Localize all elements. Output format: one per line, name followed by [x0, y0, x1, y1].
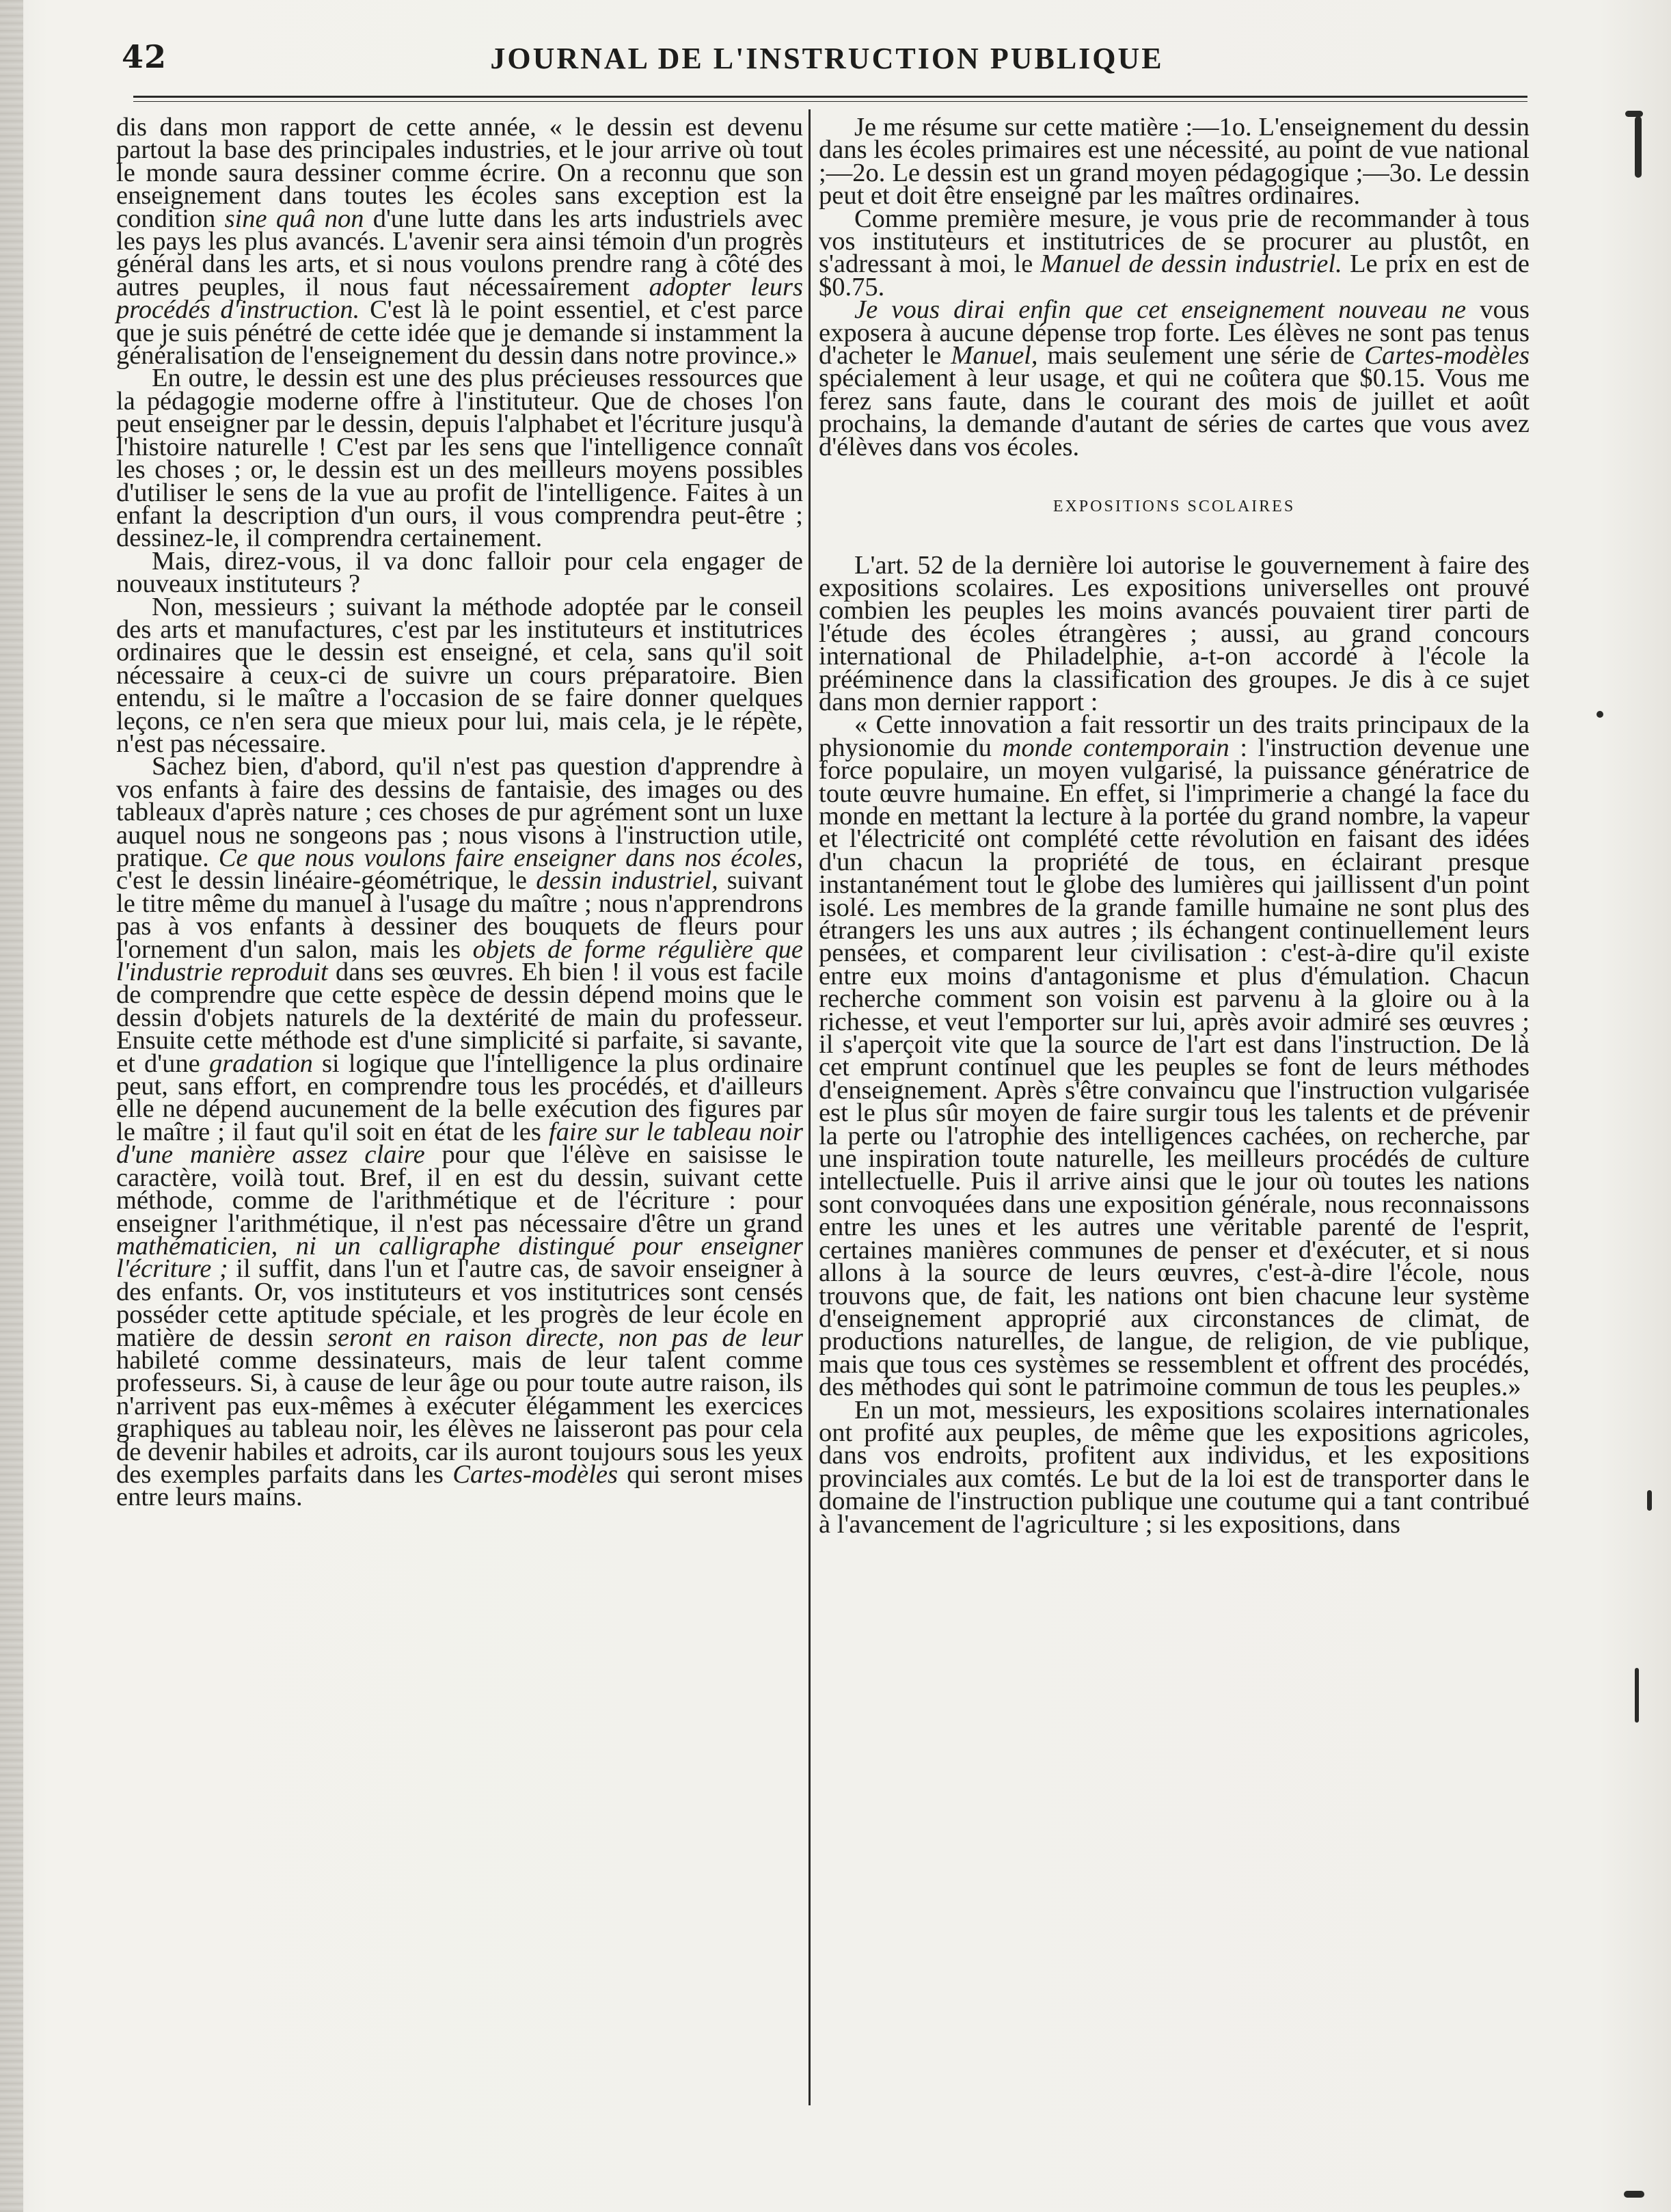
margin-ink-mark: [1635, 116, 1642, 178]
italic-text-run: gradation: [208, 1049, 313, 1078]
italic-text-run: seront en raison directe, non pas de leur: [327, 1323, 804, 1352]
text-run: : l'instruction devenue une force populaire, un moyen vulgarisé, la puissance génératrice de toute œuvre humaine. En effet, si l'imprimerie a changé la face du monde en mettant la lecture à la portée du grand nombre, la vapeur et l'électricité ont complété cette révolution en faisant des idées d'un chacun la propriété de tous, en éclairant presque instantanément tout le globe des lumières qui jaillissent d'un point isolé. Les membres de la grande famille humaine ne sont plus des étrangers les uns aux autres ; ils échangent continuellement leurs pensées, et comparent leur civilisation : c'est-à-dire qu'il existe entre eux moins d'antagonisme et plus d'émulation. Chacun recherche comment son voisin est parvenu à la gloire ou à la richesse, et veut l'emporter sur lui, après avoir admiré ses œuvres ; il s'aperçoit vite que la source de l'art est dans l'instruction. De là cet emprunt continuel que les peuples se font de leurs méthodes d'enseignement. Après s'être convaincu que l'instruction vulgarisée est le plus sûr moyen de faire surgir tous les talents et de prévenir la perte ou l'atrophie des intelligences cachées, on recherche, par une inspiration toute naturelle, les meilleurs procédés de culture intellectuelle. Puis il arrive ainsi que le jour où toutes les nations sont convoquées dans une exposition générale, nous reconnaissons entre les unes et les autres une véritable parenté de l'esprit, certaines manières communes de penser et d'exécuter, et si nous allons à la source de leurs œuvres, c'est-à-dire l'école, nous trouvons que, de fait, les nations ont bien chacune leur système d'enseignement approprié aux circonstances de climat, de productions naturelles, de langue, de religion, de vie publique, mais que tous ces systèmes se ressemblent et offrent des procédés, des méthodes qui sont le patrimoine commun de tous les peuples.»: [819, 733, 1530, 1402]
body-paragraph: [116, 752, 804, 1512]
text-run: qui seront mises entre leurs mains.: [116, 1459, 804, 1512]
margin-ink-mark: [1635, 1668, 1639, 1723]
italic-text-run: Ce que nous voulons faire enseigner dans nos écoles,: [218, 844, 803, 872]
body-paragraph: [116, 364, 803, 553]
text-run: spécialement à leur usage, et qui ne coûtera que $0.15. Vous me ferez sans faute, dans le courant des mois de juillet et août prochains, la demande d'autant de séries de cartes que vous avez d'élèves dans vos écoles.: [819, 364, 1530, 461]
margin-ink-mark: [1647, 1490, 1652, 1511]
running-head: [109, 34, 1545, 82]
text-run: habileté comme dessinateurs, mais de leur talent comme professeurs. Si, à cause de leur âge ou pour toute autre raison, ils n'arrivent pas eux-mêmes à exécuter élégamment les exercices graphiques au tableau noir, les élèves ne laisseront pas pour cela de devenir habiles et adroits, car ils auront toujours sous les yeux des exemples parfaits dans les: [116, 1345, 803, 1489]
italic-text-run: Manuel,: [951, 341, 1038, 370]
text-run: pour que l'élève en saisisse le caractère, voilà tout. Bref, il en est du dessin, suivant cette méthode, comme de l'arithmétique et de l'écriture : pour enseigner l'arithmétique, il n'est pas nécessaire d'être un grand: [116, 1140, 803, 1238]
header-rule: [133, 96, 1527, 102]
text-run: Non, messieurs ; suivant la méthode adoptée par le conseil des arts et manufactures, c'est par les instituteurs et institutrices ordinaires que le dessin est enseigné, et cela, sans qu'il soit nécessaire à ceux-ci de suivre un cours préparatoire. Bien entendu, si le maître a l'occasion de se faire donner quelques leçons, ce n'en sera que mieux pour lui, mais cela, je le répète, n'est pas nécessaire.: [116, 592, 803, 758]
body-paragraph: [116, 113, 804, 370]
text-run: C'est là le point essentiel, et c'est parce que je suis pénétré de cette idée que je demande si instamment la généralisation de l'enseignement du dessin dans notre province.»: [116, 295, 804, 370]
right-column-top-paragraphs: [819, 113, 1530, 461]
text-run: En un mot, messieurs, les expositions scolaires internationales ont profité aux peuples, de même que les expositions agricoles, dans vos endroits, profitent aux individus, et les expositions provinciales aux comtés. Le but de la loi est de transporter dans le domaine de l'instruction publique une coutume qui a tant contribué à l'avancement de l'agriculture ; si les expositions, dans: [819, 1395, 1530, 1539]
margin-ink-mark: [1597, 711, 1603, 718]
column-divider: [809, 109, 811, 2105]
italic-text-run: Cartes-modèles: [452, 1459, 618, 1489]
text-run: Le prix en est de $0.75.: [819, 249, 1530, 301]
body-paragraph: [819, 710, 1530, 1402]
text-run: il suffit, dans l'un et l'autre cas, de savoir enseigner à des enfants. Or, vos instituteurs et vos institutrices sont censés posséder cette aptitude spéciale, et les progrès de leur école en matière de dessin: [116, 1254, 804, 1352]
right-column: [819, 113, 1530, 1539]
body-paragraph: [819, 295, 1530, 461]
left-column: [116, 113, 804, 1512]
text-run: dis dans mon rapport de cette année, « le dessin est devenu partout la base des principales industries, et le jour arrive où tout le monde saura dessiner comme écrire. On a reconnu que son enseignement dans toutes les écoles sans exception est la condition: [116, 113, 803, 233]
italic-text-run: adopter leurs procédés d'instruction.: [116, 272, 803, 325]
text-run: Sachez bien, d'abord, qu'il n'est pas question d'apprendre à vos enfants à faire des dessins de fantaisie, des images ou des tableaux d'après nature ; ces choses de pur agrément sont un luxe auquel nous ne songeons pas ; nous visons à l'instruction utile, pratique.: [116, 752, 803, 872]
page-number: 42: [122, 38, 167, 75]
text-run: d'une lutte dans les arts industriels avec les pays les plus avancés. L'avenir sera ainsi témoin d'un progrès général dans les arts, et si nous voulons prendre rang à côté des autres peuples, il nous faut nécessairement: [116, 204, 803, 301]
body-paragraph: [116, 546, 803, 599]
body-paragraph: [819, 550, 1530, 716]
text-run: suivant le titre même du manuel à l'usage du maître ; nous n'apprendrons pas à vos enfants à dessiner des bouquets de fleurs pour l'ornement d'un salon, mais les: [116, 866, 803, 964]
italic-text-run: Je vous dirai enfin que cet enseignement nouveau ne: [854, 295, 1467, 325]
body-paragraph: [819, 204, 1530, 301]
journal-title: JOURNAL DE L'INSTRUCTION PUBLIQUE: [490, 42, 1164, 75]
text-run: c'est le dessin linéaire-géométrique, le: [116, 866, 536, 895]
text-run: si logique que l'intelligence la plus ordinaire peut, sans effort, en comprendre tous les procédés, et d'ailleurs elle ne dépend aucunement de la belle exécution des figures par le maître ; il faut qu'il soit en état de les: [116, 1049, 803, 1146]
section-heading: EXPOSITIONS SCOLAIRES: [1052, 498, 1296, 516]
text-run: dans ses œuvres. Eh bien ! il vous est facile de comprendre que cette espèce de dessin dépend moins que le dessin d'objets naturels de la dextérité de main du professeur. Ensuite cette méthode est d'une simplicité si parfaite, si savante, et d'une: [116, 958, 803, 1078]
text-run: Mais, direz-vous, il va donc falloir pour cela engager de nouveaux instituteurs ?: [116, 546, 803, 599]
right-column-bottom-paragraphs: [819, 550, 1530, 1539]
italic-text-run: Cartes-modèles: [1364, 341, 1530, 370]
italic-text-run: sine quâ non: [224, 204, 364, 233]
text-run: Comme première mesure, je vous prie de recommander à tous vos instituteurs et institutrices de se procurer au plustôt, en s'adressant à moi, le: [819, 204, 1530, 279]
italic-text-run: monde contemporain: [1002, 733, 1230, 762]
italic-text-run: mathématicien, ni un calligraphe distingué pour enseigner l'écriture ;: [116, 1231, 803, 1284]
margin-ink-mark: [1625, 111, 1643, 117]
text-run: En outre, le dessin est une des plus précieuses ressources que la pédagogie moderne offre à l'instituteur. Que de choses l'on peut enseigner par le dessin, depuis l'alphabet et l'écriture jusqu'à l'histoire naturelle ! C'est par les sens que l'intelligence connaît les choses ; or, le dessin est un des meilleurs moyens possibles d'utiliser le sens de la vue au profit de l'intelligence. Faites à un enfant la description d'un ours, il vous comprendra peut-être ; dessinez-le, il comprendra certainement.: [116, 364, 803, 553]
body-paragraph: [819, 113, 1530, 211]
binding-edge: [0, 0, 23, 2212]
text-run: mais seulement une série de: [1037, 341, 1365, 370]
margin-ink-mark: [1624, 2191, 1644, 2198]
body-paragraph: [116, 592, 803, 758]
text-run: « Cette innovation a fait ressortir un des traits principaux de la physionomie du: [819, 710, 1530, 762]
text-run: vous exposera à aucune dépense trop forte. Les élèves ne sont pas tenus d'acheter le: [819, 295, 1530, 370]
text-run: Je me résume sur cette matière :—1o. L'enseignement du dessin dans les écoles primaires est une nécessité, au point de vue national ;—2o. Le dessin est un grand moyen pédagogique ;—3o. Le dessin peut et doit être enseigné par les maîtres ordinaires.: [819, 113, 1530, 211]
italic-text-run: Manuel de dessin industriel.: [1040, 249, 1342, 279]
text-run: L'art. 52 de la dernière loi autorise le gouvernement à faire des expositions scolaires. Les expositions universelles ont prouvé combien les peuples les moins avancés pouvaient tirer parti de l'étude des écoles étrangères ; aussi, au grand concours international de Philadelphie, a-t-on accordé à l'école la prééminence dans la classification des groupes. Je dis à ce sujet dans mon dernier rapport :: [819, 550, 1530, 716]
italic-text-run: objets de forme régulière que l'industrie reproduit: [116, 934, 803, 987]
italic-text-run: dessin industriel,: [536, 866, 718, 895]
body-paragraph: [819, 1395, 1530, 1539]
italic-text-run: faire sur le tableau noir d'une manière assez claire: [116, 1117, 803, 1170]
